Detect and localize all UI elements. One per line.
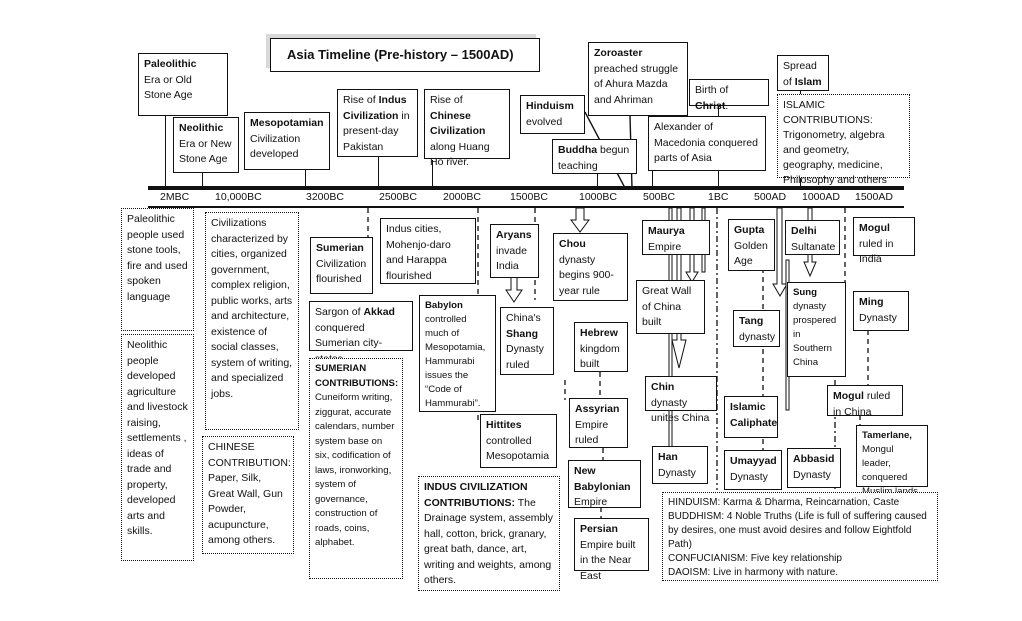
sumerian-contributions-box: SUMERIAN CONTRIBUTIONS: Cuneiform writing, ziggurat, accurate calendars, number system base on six, codification of laws, ironworking, system of governance, construction of roads, coins, alphabet.: [309, 358, 403, 579]
christ-box: Birth of Christ.: [689, 79, 769, 106]
neolithic-box: Neolithic Era or New Stone Age: [173, 117, 239, 173]
great-wall-box: Great Wall of China built: [636, 280, 705, 334]
axis-tick-label: 2500BC: [379, 191, 417, 203]
neolithic-people-box: Neolithic people developed agriculture and livestock raising, settlements , ideas of trade and property, developed arts and skills.: [121, 334, 194, 561]
axis-tick-label: 500BC: [643, 191, 676, 203]
mogul-china-box: Mogul ruled in China: [827, 385, 903, 416]
page-title: Asia Timeline (Pre-history – 1500AD): [270, 38, 540, 72]
tang-box: Tang dynasty: [733, 310, 780, 347]
islam-box: Spread of Islam: [777, 55, 829, 91]
paleolithic-people-box: Paleolithic people used stone tools, fire and used spoken language: [121, 208, 194, 331]
babylon-box: Babylon controlled much of Mesopotamia, Hammurabi issues the “Code of Hammurabi”.: [419, 295, 496, 412]
axis-tick-label: 1500AD: [855, 191, 893, 203]
mogul-india-box: Mogul ruled in India: [853, 217, 915, 256]
sargon-box: Sargon of Akkad conquered Sumerian city-: [309, 301, 413, 351]
zoroaster-box: Zoroaster preached struggle of Ahura Mazda and Ahriman: [588, 42, 688, 116]
chinese-contribution-box: CHINESE CONTRIBUTION: Paper, Silk, Great Wall, Gun Powder, acupuncture, among others.: [202, 436, 294, 554]
aryans-box: Aryans invade India: [490, 224, 539, 278]
delhi-box: Delhi Sultanate: [785, 220, 840, 255]
axis-tick-label: 1000AD: [802, 191, 840, 203]
indus-rise-box: Rise of Indus Civilization in present-day Pakistan: [337, 89, 418, 157]
religion-line: BUDDHISM: 4 Noble Truths (Life is full of suffering caused by desires, one must avoid desires and follow Eightfold Path): [668, 511, 927, 550]
axis-tick-label: 3200BC: [306, 191, 344, 203]
chin-box: Chin dynasty unites China: [645, 376, 717, 411]
han-box: Han Dynasty: [652, 446, 708, 484]
axis-tick-label: 500AD: [754, 191, 787, 203]
abbasid-box: Abbasid Dynasty: [787, 448, 841, 488]
hebrew-box: Hebrew kingdom built: [574, 322, 628, 372]
buddha-box: Buddha begun teaching: [552, 139, 637, 174]
axis-tick-label: 1000BC: [579, 191, 617, 203]
tamerlane-box: Tamerlane, Mongul leader, conquered: [856, 425, 928, 487]
assyrian-box: Assyrian Empire ruled: [569, 398, 628, 448]
indus-contributions-box: INDUS CIVILIZATION CONTRIBUTIONS: The Drainage system, assembly hall, cotton, brick, granary, great bath, dance, art, writing and weights, among others.: [418, 476, 560, 591]
umayyad-box: Umayyad Dynasty: [724, 450, 782, 490]
chou-box: Chou dynasty begins 900-year rule: [553, 233, 628, 301]
hittites-box: Hittites controlled Mesopotamia: [480, 414, 557, 468]
gupta-box: Gupta Golden Age: [728, 219, 775, 271]
axis-tick-label: 2000BC: [443, 191, 481, 203]
religions-box: [662, 492, 938, 581]
sung-box: Sung dynasty prospered in Southern China: [787, 282, 846, 377]
axis-tick-label: 1500BC: [510, 191, 548, 203]
axis-tick-label: 2MBC: [160, 191, 190, 203]
islamic-caliphate-box: Islamic Caliphate: [724, 396, 778, 438]
ming-box: Ming Dynasty: [853, 291, 909, 331]
paleolithic-box: Paleolithic Era or Old Stone Age: [138, 53, 228, 116]
religion-line: CONFUCIANISM: Five key relationship: [668, 553, 842, 564]
shang-box: China's Shang Dynasty ruled: [500, 307, 554, 375]
persian-box: Persian Empire built in the Near East: [574, 518, 649, 571]
islamic-contributions-box: ISLAMIC CONTRIBUTIONS: Trigonometry, algebra and geometry, geography, medicine, Philosophy and others: [777, 94, 910, 178]
axis-tick-label: 10,000BC: [215, 191, 262, 203]
mesopotamian-box: Mesopotamian Civilization developed: [244, 112, 330, 170]
axis-tick-label: 1BC: [708, 191, 729, 203]
sumerian-box: Sumerian Civilization flourished: [310, 237, 373, 294]
religion-line: DAOISM: Live in harmony with nature.: [668, 567, 839, 578]
maurya-box: Maurya Empire: [642, 220, 710, 255]
alexander-box: Alexander of Macedonia conquered parts of Asia: [648, 116, 766, 171]
religion-line: HINDUISM: Karma & Dharma, Reincarnation, Caste: [668, 497, 900, 508]
hinduism-box: Hinduism evolved: [520, 95, 585, 134]
indus-cities-box: Indus cities, Mohenjo-daro and Harappa flourished: [380, 218, 476, 284]
new-babylonian-box: New Babylonian Empire: [568, 460, 641, 508]
chinese-rise-box: Rise of Chinese Civilization along Huang Ho river.: [424, 89, 510, 159]
civilizations-box: Civilizations characterized by cities, organized government, complex religion, public works, arts and architecture, existence of social classes, system of writing, and specialized jobs.: [205, 212, 299, 430]
